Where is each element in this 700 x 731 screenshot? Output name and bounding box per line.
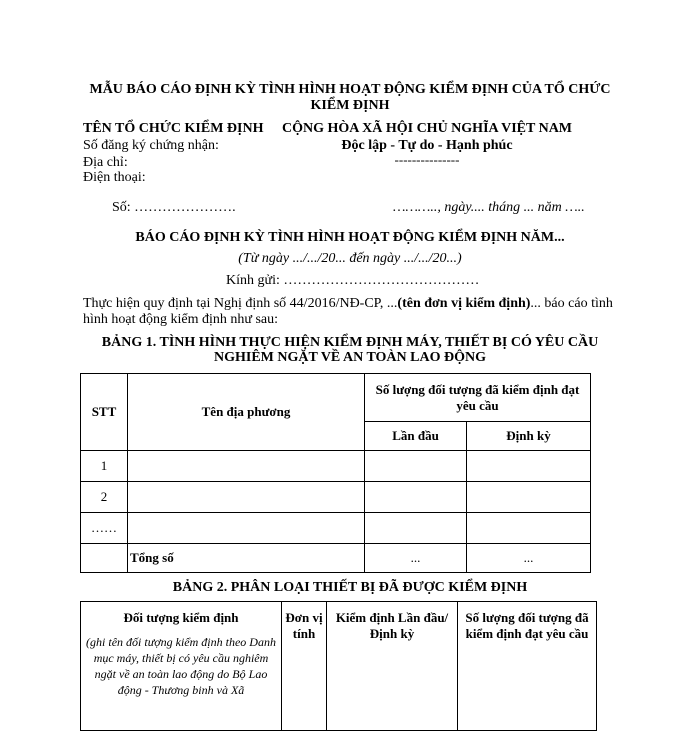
table2-header-unit: Đơn vị tính	[282, 602, 327, 731]
intro-unit: (tên đơn vị kiểm định)	[397, 296, 531, 311]
table1-cell	[467, 513, 591, 544]
table2-header-type: Kiểm định Lần đầu/ Định kỳ	[327, 602, 458, 731]
recipient: Kính gửi: ……………………………………	[226, 273, 480, 288]
table1	[80, 373, 591, 573]
table1-total-periodic: ...	[467, 544, 591, 573]
phone: Điện thoại:	[83, 170, 146, 185]
table2-header-count: Số lượng đối tượng đã kiểm định đạt yêu cầu	[458, 602, 597, 731]
table1-header-count: Số lượng đối tượng đã kiểm định đạt yêu cầu	[365, 374, 591, 422]
intro-text: Thực hiện quy định tại Nghị định số 44/2016/NĐ-CP, ...	[83, 296, 398, 311]
table1-cell	[365, 451, 467, 482]
date-line: ……….., ngày.... tháng ... năm …..	[393, 200, 585, 215]
report-period: (Từ ngày .../.../20... đến ngày .../.../20...)	[238, 251, 462, 266]
intro-line-1	[83, 296, 613, 312]
table-row	[81, 482, 591, 513]
table1-cell	[128, 513, 365, 544]
document-number: Số: ………………….	[112, 200, 236, 215]
table1-row-index: 1	[81, 451, 128, 482]
table1-header-first: Lần đầu	[365, 422, 467, 451]
intro-line-2: hình hoạt động kiểm định như sau:	[83, 312, 279, 327]
intro-text-end: ... báo cáo tình	[530, 296, 613, 311]
org-name: TÊN TỔ CHỨC KIỂM ĐỊNH	[83, 121, 264, 136]
table1-cell	[128, 482, 365, 513]
report-title: BÁO CÁO ĐỊNH KỲ TÌNH HÌNH HOẠT ĐỘNG KIỂM ĐỊNH NĂM...	[135, 230, 565, 245]
nation-name: CỘNG HÒA XÃ HỘI CHỦ NGHĨA VIỆT NAM	[282, 121, 573, 136]
table2	[80, 601, 597, 731]
form-title: MẪU BÁO CÁO ĐỊNH KỲ TÌNH HÌNH HOẠT ĐỘNG KIỂM ĐỊNH CỦA TỔ CHỨC KIỂM ĐỊNH	[89, 82, 611, 113]
table2-header-object-label: Đối tượng kiểm định	[123, 610, 239, 625]
table1-total-first: ...	[365, 544, 467, 573]
motto: Độc lập - Tự do - Hạnh phúc	[341, 138, 513, 153]
table1-cell	[81, 544, 128, 573]
table2-title: BẢNG 2. PHÂN LOẠI THIẾT BỊ ĐÃ ĐƯỢC KIỂM ĐỊNH	[172, 580, 528, 595]
table2-header-object-note: (ghi tên đối tượng kiểm định theo Danh mục máy, thiết bị có yêu cầu nghiêm ngặt về an toàn lao động do Bộ Lao động - Thương binh và Xã	[86, 635, 276, 697]
table1-header-row	[81, 374, 591, 422]
table1-total-row	[81, 544, 591, 573]
table1-cell	[128, 451, 365, 482]
address: Địa chỉ:	[83, 155, 128, 170]
table1-row-index: 2	[81, 482, 128, 513]
table2-header-row	[81, 602, 597, 731]
table1-title-line2: NGHIÊM NGẶT VỀ AN TOÀN LAO ĐỘNG	[213, 350, 486, 365]
table1-header-local: Tên địa phương	[128, 374, 365, 451]
table2-header-object	[81, 602, 282, 731]
table1-cell	[467, 451, 591, 482]
table1-cell	[467, 482, 591, 513]
table1-total-label: Tổng số	[128, 544, 365, 573]
table1-row-index: ……	[81, 513, 128, 544]
table1-header-periodic: Định kỳ	[467, 422, 591, 451]
table-row	[81, 451, 591, 482]
motto-rule: ---------------	[394, 152, 460, 167]
registration-number: Số đăng ký chứng nhận:	[83, 138, 219, 153]
table1-header-stt: STT	[81, 374, 128, 451]
table1-cell	[365, 513, 467, 544]
table1-title-line1: BẢNG 1. TÌNH HÌNH THỰC HIỆN KIỂM ĐỊNH MÁY, THIẾT BỊ CÓ YÊU CẦU	[101, 335, 599, 350]
table-row	[81, 513, 591, 544]
table1-cell	[365, 482, 467, 513]
